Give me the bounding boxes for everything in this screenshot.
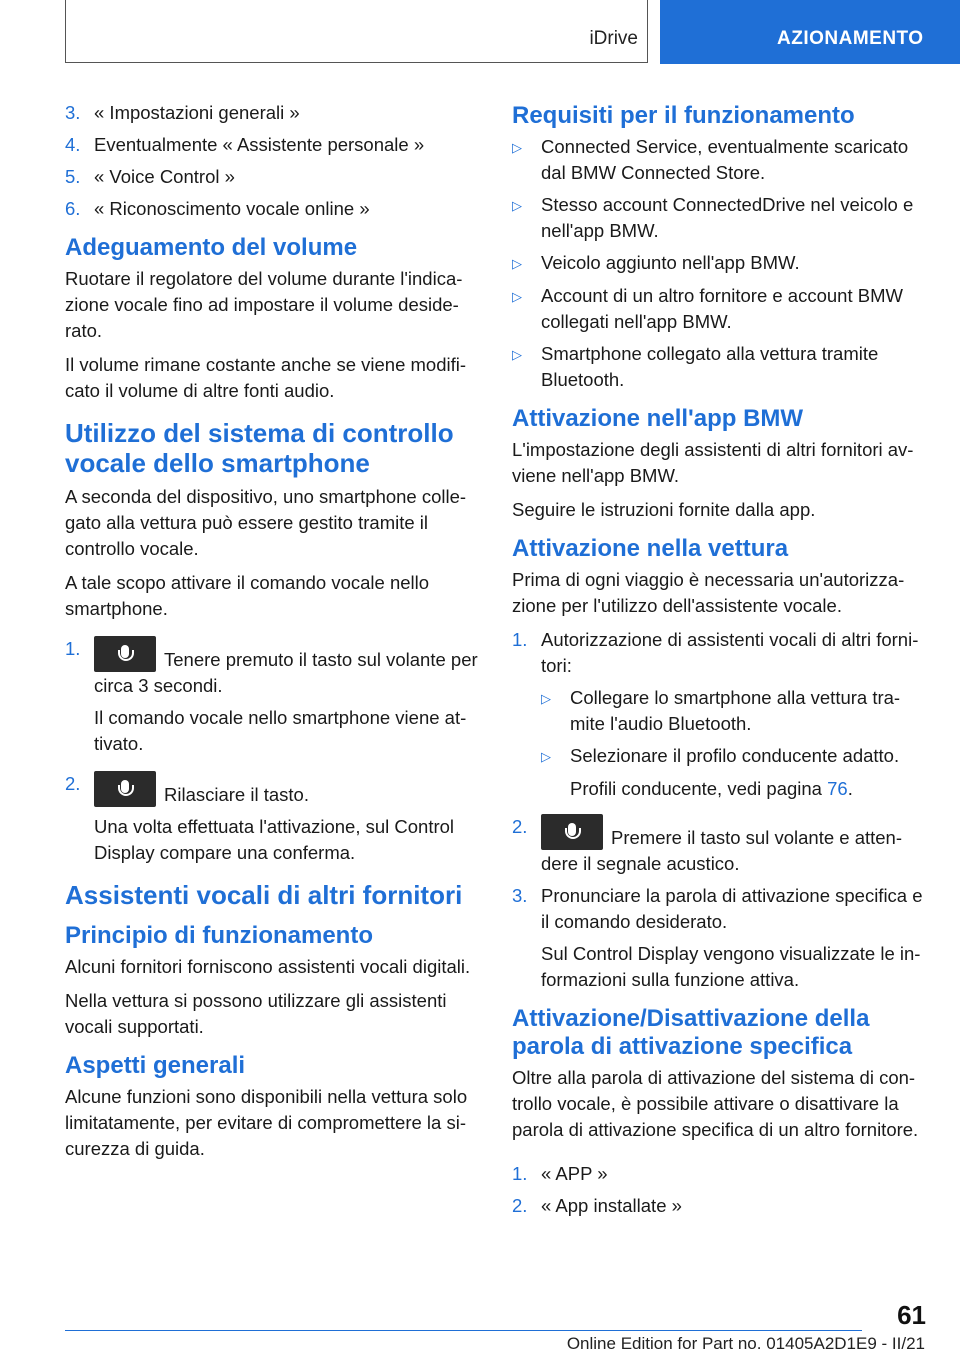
list-item: 3. Pronunciare la parola di attivazione specifica e il comando desiderato. [512, 885, 923, 932]
list-item: 2. Premere il tasto sul volante e atten-dere il segnale acustico. [512, 816, 903, 874]
bullet-item: ▷ Veicolo aggiunto nell'app BMW. [512, 250, 930, 277]
bullet-item: ▷ Connected Service, eventualmente scaricato dal BMW Connected Store. [512, 134, 930, 186]
heading-volume: Adeguamento del volume [65, 234, 358, 261]
triangle-bullet-icon: ▷ [512, 347, 522, 362]
list-item: 1. Tenere premuto il tasto sul volante per circa 3 secondi. [65, 638, 478, 696]
heading-general: Aspetti generali [65, 1052, 246, 1079]
heading-principle: Principio di funzionamento [65, 922, 373, 949]
step-note: Sul Control Display vengono visualizzate le in-formazioni sulla funzione attiva. [541, 943, 921, 990]
header-section: iDrive [589, 28, 638, 49]
heading-assistants: Assistenti vocali di altri fornitori [65, 880, 463, 910]
paragraph: A tale scopo attivare il comando vocale nello smartphone. [65, 572, 430, 619]
footer-edition: Online Edition for Part no. 01405A2D1E9 - II/21 [566, 1334, 925, 1353]
page-number: 61 [897, 1300, 926, 1330]
triangle-bullet-icon: ▷ [512, 198, 522, 213]
voice-button-icon [541, 814, 603, 850]
left-column [65, 100, 480, 1170]
triangle-bullet-icon: ▷ [541, 691, 551, 706]
footer-divider [65, 1330, 862, 1331]
paragraph: Il volume rimane costante anche se viene modifi-cato il volume di altre fonti audio. [65, 354, 467, 401]
paragraph: Prima di ogni viaggio è necessaria un'autorizza-zione per l'utilizzo dell'assistente vocale. [512, 569, 905, 616]
voice-button-icon [94, 636, 156, 672]
paragraph: A seconda del dispositivo, uno smartphone colle-gato alla vettura può essere gestito tramite il controllo vocale. [65, 486, 467, 559]
triangle-bullet-icon: ▷ [512, 140, 522, 155]
paragraph: Seguire le istruzioni fornite dalla app. [512, 499, 816, 520]
cross-reference: Profili conducente, vedi pagina 76. [570, 778, 853, 799]
heading-smartphone: Utilizzo del sistema di controllo vocale dello smartphone [65, 418, 454, 478]
paragraph: Alcuni fornitori forniscono assistenti vocali digitali. [65, 956, 471, 977]
bullet-item: ▷ Collegare lo smartphone alla vettura tra-mite l'audio Bluetooth. [541, 685, 930, 737]
list-item: 3. « Impostazioni generali » [65, 102, 300, 123]
paragraph: Nella vettura si possono utilizzare gli assistenti vocali supportati. [65, 990, 447, 1037]
step-note: Una volta effettuata l'attivazione, sul Control Display compare una conferma. [94, 816, 455, 863]
bullet-item: ▷ Account di un altro fornitore e account BMW collegati nell'app BMW. [512, 283, 930, 335]
voice-button-icon [94, 771, 156, 807]
paragraph: Oltre alla parola di attivazione del sistema di con-trollo vocale, è possibile attivare o disattivare la parola di attivazione specifica di un altro fornitore. [512, 1067, 919, 1140]
list-item: 1. « APP » [512, 1163, 608, 1184]
bullet-item: ▷ Smartphone collegato alla vettura tramite Bluetooth. [512, 341, 930, 393]
list-item: 1. Autorizzazione di assistenti vocali di altri forni-tori: [512, 629, 919, 676]
list-item: 6. « Riconoscimento vocale online » [65, 198, 370, 219]
triangle-bullet-icon: ▷ [512, 289, 522, 304]
step-note: Il comando vocale nello smartphone viene at-tivato. [94, 707, 467, 754]
heading-app: Attivazione nell'app BMW [512, 405, 804, 432]
list-item: 4. Eventualmente « Assistente personale » [65, 134, 425, 155]
heading-requirements: Requisiti per il funzionamento [512, 102, 855, 129]
header-tab[interactable]: AZIONAMENTO [660, 0, 960, 64]
triangle-bullet-icon: ▷ [512, 256, 522, 271]
page-link[interactable]: 76 [827, 778, 848, 799]
paragraph: L'impostazione degli assistenti di altri fornitori av-viene nell'app BMW. [512, 439, 914, 486]
heading-vehicle: Attivazione nella vettura [512, 535, 789, 562]
heading-wakeword: Attivazione/Disattivazione della parola di attivazione specifica [512, 1005, 870, 1060]
triangle-bullet-icon: ▷ [541, 749, 551, 764]
right-column [512, 100, 930, 1225]
header-frame [65, 0, 648, 63]
paragraph: Alcune funzioni sono disponibili nella vettura solo limitatamente, per evitare di compromettere la si-curezza di guida. [65, 1086, 468, 1159]
list-item: 5. « Voice Control » [65, 166, 235, 187]
list-item: 2. Rilasciare il tasto. [65, 773, 309, 805]
list-item: 2. « App installate » [512, 1195, 682, 1216]
paragraph: Ruotare il regolatore del volume durante l'indica-zione vocale fino ad impostare il volume deside-rato. [65, 268, 463, 341]
bullet-item: ▷ Stesso account ConnectedDrive nel veicolo e nell'app BMW. [512, 192, 930, 244]
bullet-item: ▷ Selezionare il profilo conducente adatto. [541, 743, 930, 770]
